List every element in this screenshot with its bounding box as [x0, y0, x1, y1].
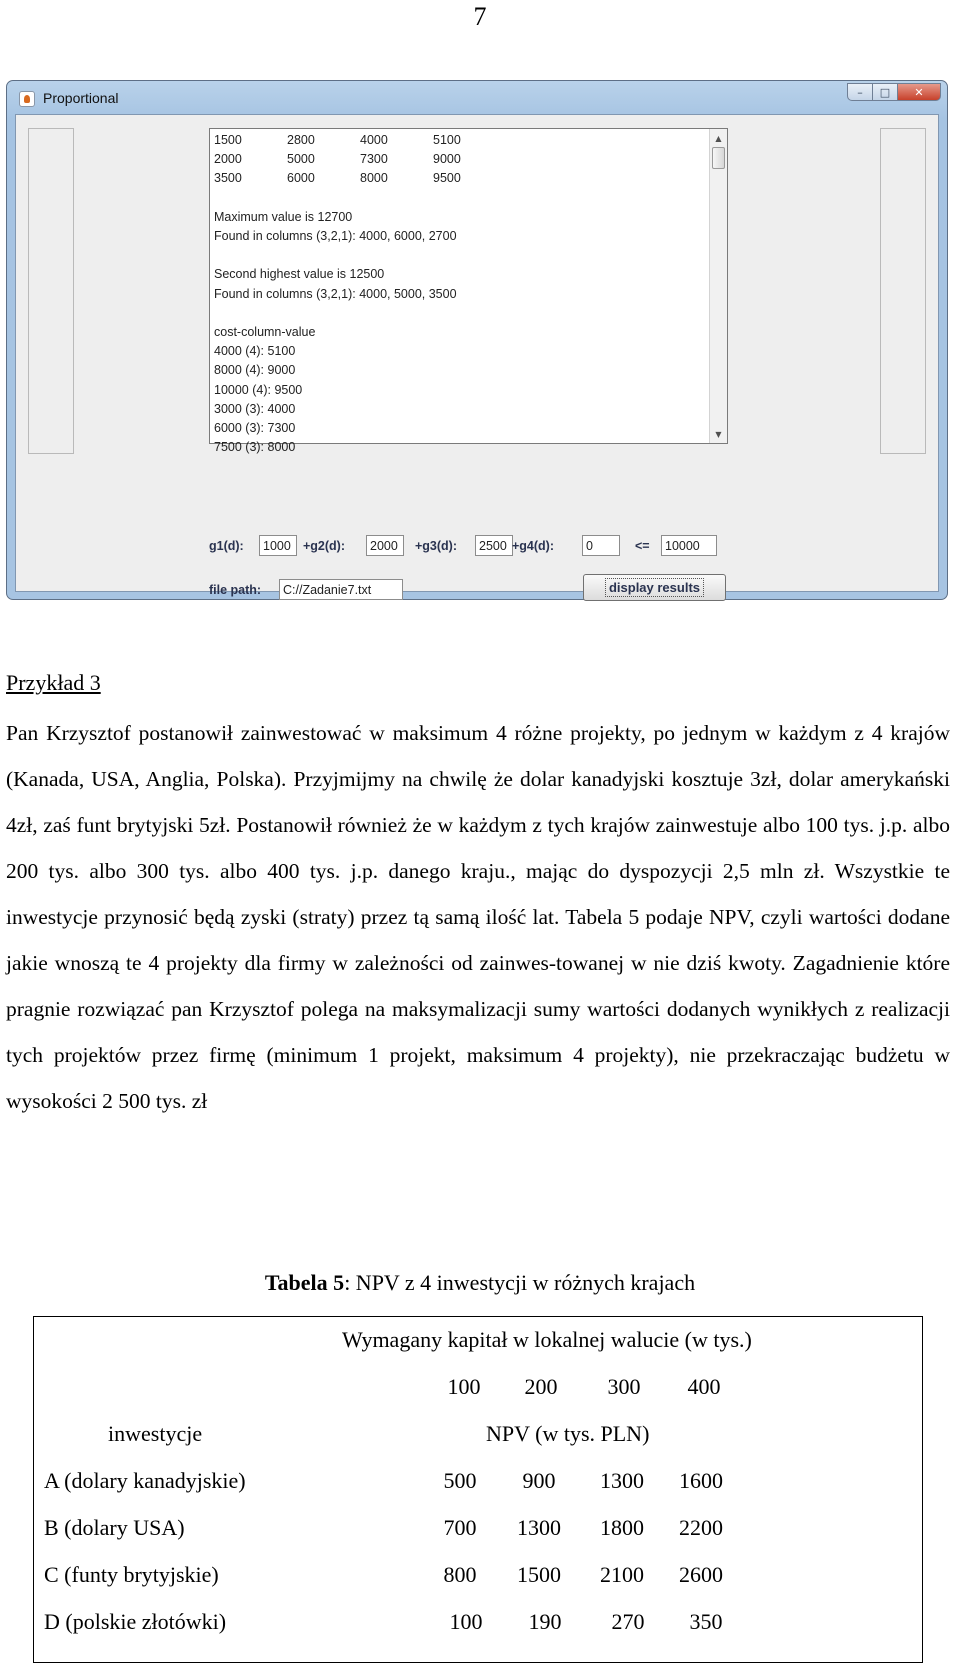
table-caption-label: Tabela 5	[264, 1270, 345, 1295]
window-client-area	[15, 114, 939, 597]
table-cell: 700	[443, 1515, 477, 1540]
results-line: 3000 (3): 4000	[214, 401, 296, 416]
table-cell: 350	[689, 1609, 723, 1634]
results-number: 5000	[287, 152, 315, 167]
g1-input[interactable]	[259, 535, 297, 556]
right-empty-panel	[880, 128, 926, 454]
vertical-scrollbar[interactable]	[709, 129, 727, 443]
example-paragraph: Pan Krzysztof postanowił zainwestować w maksimum 4 różne projekty, po jednym w każdym z 4 krajów (Kanada, USA, Anglia, Polska). Przyjmijmy na chwilę że dolar kanadyjski kosztuje 3zł, dolar amerykański 4zł, zaś funt brytyjski 5zł. Postanowił również że w każdym z tych krajów zainwestuje albo 100 tys. j.p. albo 200 tys. albo 300 tys. albo 400 tys. j.p. danego kraju., mając do dyspozycji 2,5 mln zł. Wszystkie te inwestycje przynosić będą zyski (straty) przez tą samą ilość lat. Tabela 5 podaje NPV, czyli wartości dodane jakie wnoszą te 4 projekty dla firmy w zależności od zainwes-towanej w nie dziś kwoty. Zagadnienie które pragnie rozwiązać pan Krzysztof polega na maksymalizacji sumy wartości dodanych wynikłych z realizacji tych projektów przez firmę (minimum 1 projekt, maksimum 4 projekty), nie przekraczając budżetu w wysokości 2 500 tys. zł	[6, 721, 950, 1113]
table-cell: 800	[443, 1562, 477, 1587]
results-blank-line	[214, 304, 690, 323]
left-empty-panel	[28, 128, 74, 454]
g1-label: g1(d):	[209, 539, 244, 553]
java-app-icon	[19, 91, 35, 107]
table-cell: 500	[443, 1468, 477, 1493]
npv-header: NPV (w tys. PLN)	[486, 1421, 650, 1446]
results-text-area[interactable]	[209, 128, 728, 455]
table-caption-text: : NPV z 4 inwestycji w różnych krajach	[344, 1270, 696, 1295]
results-number: 2000	[214, 152, 242, 167]
display-results-label: display results	[605, 578, 704, 597]
results-line: 4000 (4): 5100	[214, 344, 296, 359]
table-row-label: B (dolary USA)	[44, 1515, 185, 1540]
results-blank-line	[214, 246, 690, 265]
table-cell: 1600	[679, 1468, 723, 1493]
results-number: 5100	[433, 133, 461, 147]
table-row-label: D (polskie złotówki)	[44, 1609, 227, 1634]
close-button[interactable]: ✕	[897, 83, 941, 101]
g3-input[interactable]	[475, 535, 513, 556]
less-equal-label: <=	[635, 539, 650, 553]
results-line: Maximum value is 12700	[214, 209, 353, 224]
results-line: cost-column-value	[214, 324, 316, 339]
minimize-button[interactable]: –	[847, 83, 873, 101]
table-row-label: A (dolary kanadyjskie)	[44, 1468, 246, 1493]
table-cell: 900	[522, 1468, 556, 1493]
page-number: 7	[473, 2, 487, 31]
limit-input[interactable]	[661, 535, 717, 556]
results-number: 6000	[287, 171, 315, 186]
g2-input[interactable]	[366, 535, 404, 556]
maximize-button[interactable]: □	[872, 83, 898, 101]
scroll-down-arrow-icon[interactable]: ▼	[715, 429, 722, 439]
table-cell: 190	[528, 1609, 562, 1634]
table-caption	[0, 1270, 960, 1296]
results-line: Found in columns (3,2,1): 4000, 6000, 2700	[214, 229, 457, 243]
results-number: 1500	[214, 133, 242, 147]
window-titlebar[interactable]	[7, 81, 947, 115]
results-number-row	[214, 150, 690, 169]
table-cell: 2600	[679, 1562, 723, 1587]
proportional-window	[6, 80, 948, 600]
results-number: 9500	[433, 171, 461, 186]
results-line: Found in columns (3,2,1): 4000, 5000, 3500	[214, 286, 457, 301]
investments-header: inwestycje	[108, 1421, 203, 1446]
table-cell: 1300	[517, 1515, 561, 1540]
results-line: 7500 (3): 8000	[214, 440, 296, 455]
file-path-label: file path:	[209, 583, 262, 597]
capital-value: 300	[607, 1374, 641, 1399]
results-number: 3500	[214, 171, 242, 186]
results-line: Second highest value is 12500	[214, 267, 385, 282]
table-cell: 2200	[679, 1515, 723, 1540]
table-cell: 270	[611, 1609, 645, 1634]
npv-table	[33, 1316, 923, 1663]
table-row-label: C (funty brytyjskie)	[44, 1562, 219, 1587]
table-cell: 2100	[600, 1562, 644, 1587]
results-number-row	[214, 169, 690, 188]
capital-value: 200	[524, 1374, 558, 1399]
results-blank-line	[214, 189, 690, 208]
g2-label: +g2(d):	[303, 539, 346, 553]
results-line: 8000 (4): 9000	[214, 363, 296, 378]
table-cell: 1500	[517, 1562, 561, 1587]
table-cell: 1800	[600, 1515, 644, 1540]
results-number: 4000	[360, 133, 388, 147]
results-number: 2800	[287, 133, 315, 147]
scroll-thumb[interactable]	[712, 147, 725, 169]
results-line: 10000 (4): 9500	[214, 382, 303, 397]
results-content	[214, 131, 690, 457]
results-number-row	[214, 131, 690, 150]
window-controls	[848, 83, 941, 103]
results-number: 9000	[433, 152, 461, 167]
scroll-up-arrow-icon[interactable]: ▲	[715, 133, 722, 143]
table-cell: 100	[449, 1609, 483, 1634]
g4-input[interactable]	[582, 535, 620, 556]
results-number: 8000	[360, 171, 388, 186]
table-cell: 1300	[600, 1468, 644, 1493]
file-path-input[interactable]	[279, 579, 403, 600]
window-title: Proportional	[43, 90, 119, 106]
example-heading: Przykład 3	[6, 670, 101, 695]
capital-value: 400	[687, 1374, 721, 1399]
display-results-button[interactable]	[583, 574, 726, 601]
g3-label: +g3(d):	[415, 539, 458, 553]
results-number: 7300	[360, 152, 388, 167]
g4-label: +g4(d):	[512, 539, 555, 553]
results-line: 6000 (3): 7300	[214, 421, 296, 435]
capital-value: 100	[447, 1374, 481, 1399]
capital-header: Wymagany kapitał w lokalnej walucie (w tys.)	[342, 1327, 752, 1352]
